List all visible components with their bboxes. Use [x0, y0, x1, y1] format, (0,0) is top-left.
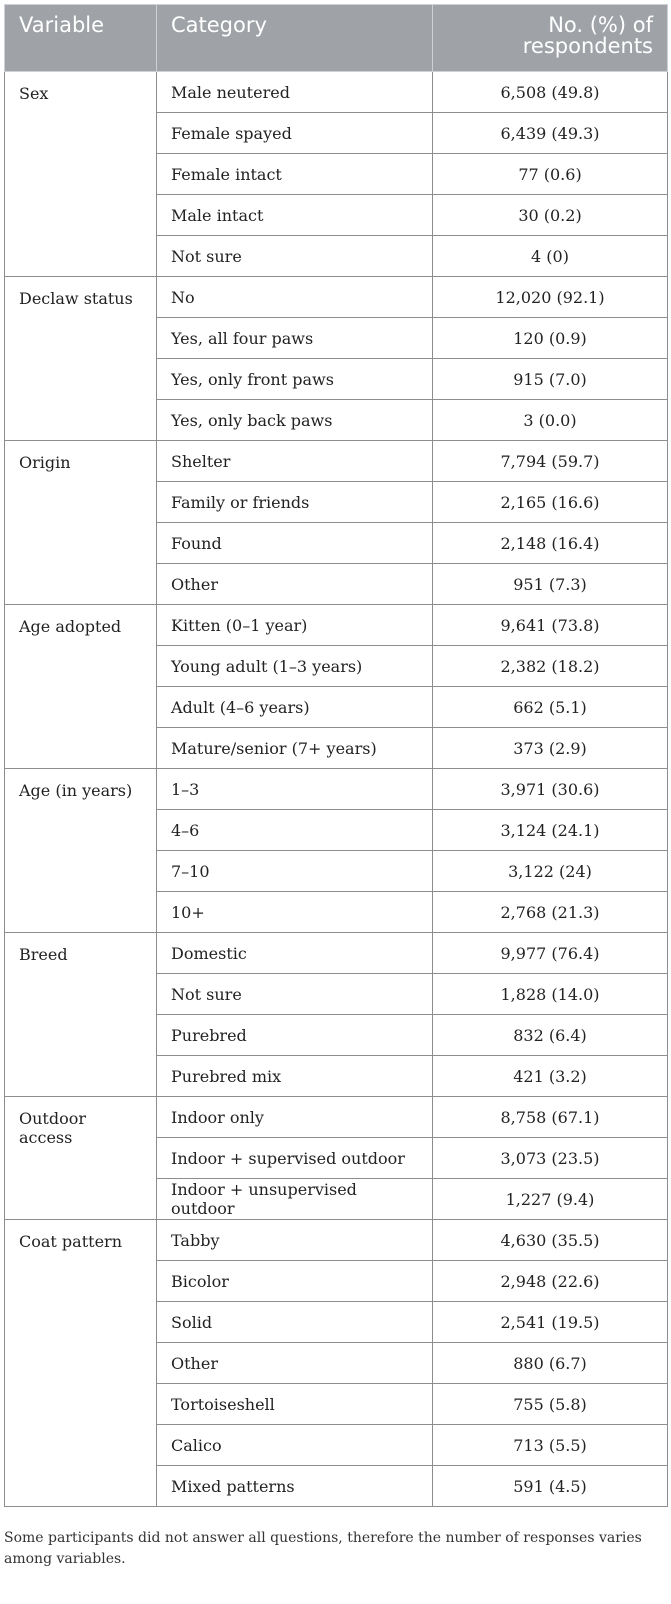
category-cell: Young adult (1–3 years) — [157, 646, 433, 687]
table-row — [5, 933, 668, 974]
respondents-cell: 662 (5.1) — [433, 687, 668, 728]
category-cell: 10+ — [157, 892, 433, 933]
category-cell: Yes, only front paws — [157, 359, 433, 400]
variable-cell: Age adopted — [5, 605, 157, 769]
category-cell: Mixed patterns — [157, 1466, 433, 1507]
table-row — [5, 605, 668, 646]
respondents-cell: 915 (7.0) — [433, 359, 668, 400]
respondents-table — [4, 4, 668, 1507]
respondents-cell: 2,165 (16.6) — [433, 482, 668, 523]
respondents-cell: 77 (0.6) — [433, 154, 668, 195]
respondents-cell: 9,977 (76.4) — [433, 933, 668, 974]
respondents-cell: 9,641 (73.8) — [433, 605, 668, 646]
category-cell: Purebred mix — [157, 1056, 433, 1097]
respondents-cell: 373 (2.9) — [433, 728, 668, 769]
category-cell: 1–3 — [157, 769, 433, 810]
category-cell: Female intact — [157, 154, 433, 195]
category-cell: Yes, only back paws — [157, 400, 433, 441]
category-cell: Purebred — [157, 1015, 433, 1056]
variable-cell: Declaw status — [5, 277, 157, 441]
respondents-cell: 880 (6.7) — [433, 1343, 668, 1384]
respondents-cell: 2,541 (19.5) — [433, 1302, 668, 1343]
respondents-cell: 4,630 (35.5) — [433, 1220, 668, 1261]
category-cell: Tabby — [157, 1220, 433, 1261]
respondents-cell: 832 (6.4) — [433, 1015, 668, 1056]
header-variable: Variable — [5, 5, 157, 72]
variable-cell: Outdoor access — [5, 1097, 157, 1220]
respondents-cell: 713 (5.5) — [433, 1425, 668, 1466]
variable-cell: Sex — [5, 72, 157, 277]
category-cell: Indoor + unsupervised outdoor — [157, 1179, 433, 1220]
category-cell: Domestic — [157, 933, 433, 974]
category-cell: Yes, all four paws — [157, 318, 433, 359]
respondents-cell: 2,948 (22.6) — [433, 1261, 668, 1302]
respondents-cell: 2,768 (21.3) — [433, 892, 668, 933]
category-cell: Male intact — [157, 195, 433, 236]
category-cell: Indoor + supervised outdoor — [157, 1138, 433, 1179]
category-cell: Tortoiseshell — [157, 1384, 433, 1425]
category-cell: Bicolor — [157, 1261, 433, 1302]
category-cell: No — [157, 277, 433, 318]
respondents-cell: 421 (3.2) — [433, 1056, 668, 1097]
header-row — [5, 5, 668, 72]
header-category: Category — [157, 5, 433, 72]
variable-cell: Coat pattern — [5, 1220, 157, 1507]
category-cell: Male neutered — [157, 72, 433, 113]
category-cell: Not sure — [157, 236, 433, 277]
respondents-cell: 4 (0) — [433, 236, 668, 277]
category-cell: 4–6 — [157, 810, 433, 851]
respondents-cell: 3,122 (24) — [433, 851, 668, 892]
respondents-cell: 3,124 (24.1) — [433, 810, 668, 851]
header-respondents: No. (%) of respondents — [433, 5, 668, 72]
respondents-cell: 3 (0.0) — [433, 400, 668, 441]
respondents-cell: 7,794 (59.7) — [433, 441, 668, 482]
variable-cell: Origin — [5, 441, 157, 605]
category-cell: Shelter — [157, 441, 433, 482]
respondents-cell: 1,828 (14.0) — [433, 974, 668, 1015]
respondents-cell: 2,382 (18.2) — [433, 646, 668, 687]
variable-cell: Age (in years) — [5, 769, 157, 933]
table-row — [5, 441, 668, 482]
table-row — [5, 1097, 668, 1138]
respondents-cell: 591 (4.5) — [433, 1466, 668, 1507]
respondents-cell: 12,020 (92.1) — [433, 277, 668, 318]
respondents-cell: 120 (0.9) — [433, 318, 668, 359]
table-footnote: Some participants did not answer all questions, therefore the number of responses varies among variables. — [4, 1530, 642, 1567]
category-cell: Other — [157, 564, 433, 605]
table-header — [5, 5, 668, 72]
category-cell: Kitten (0–1 year) — [157, 605, 433, 646]
table-row — [5, 1220, 668, 1261]
category-cell: Other — [157, 1343, 433, 1384]
respondents-cell: 3,073 (23.5) — [433, 1138, 668, 1179]
respondents-cell: 2,148 (16.4) — [433, 523, 668, 564]
category-cell: 7–10 — [157, 851, 433, 892]
category-cell: Not sure — [157, 974, 433, 1015]
respondents-cell: 6,439 (49.3) — [433, 113, 668, 154]
respondents-cell: 1,227 (9.4) — [433, 1179, 668, 1220]
table-row — [5, 769, 668, 810]
respondents-cell: 30 (0.2) — [433, 195, 668, 236]
category-cell: Solid — [157, 1302, 433, 1343]
category-cell: Adult (4–6 years) — [157, 687, 433, 728]
category-cell: Family or friends — [157, 482, 433, 523]
category-cell: Female spayed — [157, 113, 433, 154]
respondents-cell: 951 (7.3) — [433, 564, 668, 605]
respondents-cell: 6,508 (49.8) — [433, 72, 668, 113]
category-cell: Indoor only — [157, 1097, 433, 1138]
respondents-cell: 755 (5.8) — [433, 1384, 668, 1425]
category-cell: Mature/senior (7+ years) — [157, 728, 433, 769]
respondents-cell: 8,758 (67.1) — [433, 1097, 668, 1138]
table-row — [5, 72, 668, 113]
table-body — [5, 72, 668, 1507]
respondents-cell: 3,971 (30.6) — [433, 769, 668, 810]
category-cell: Found — [157, 523, 433, 564]
table-row — [5, 277, 668, 318]
variable-cell: Breed — [5, 933, 157, 1097]
category-cell: Calico — [157, 1425, 433, 1466]
